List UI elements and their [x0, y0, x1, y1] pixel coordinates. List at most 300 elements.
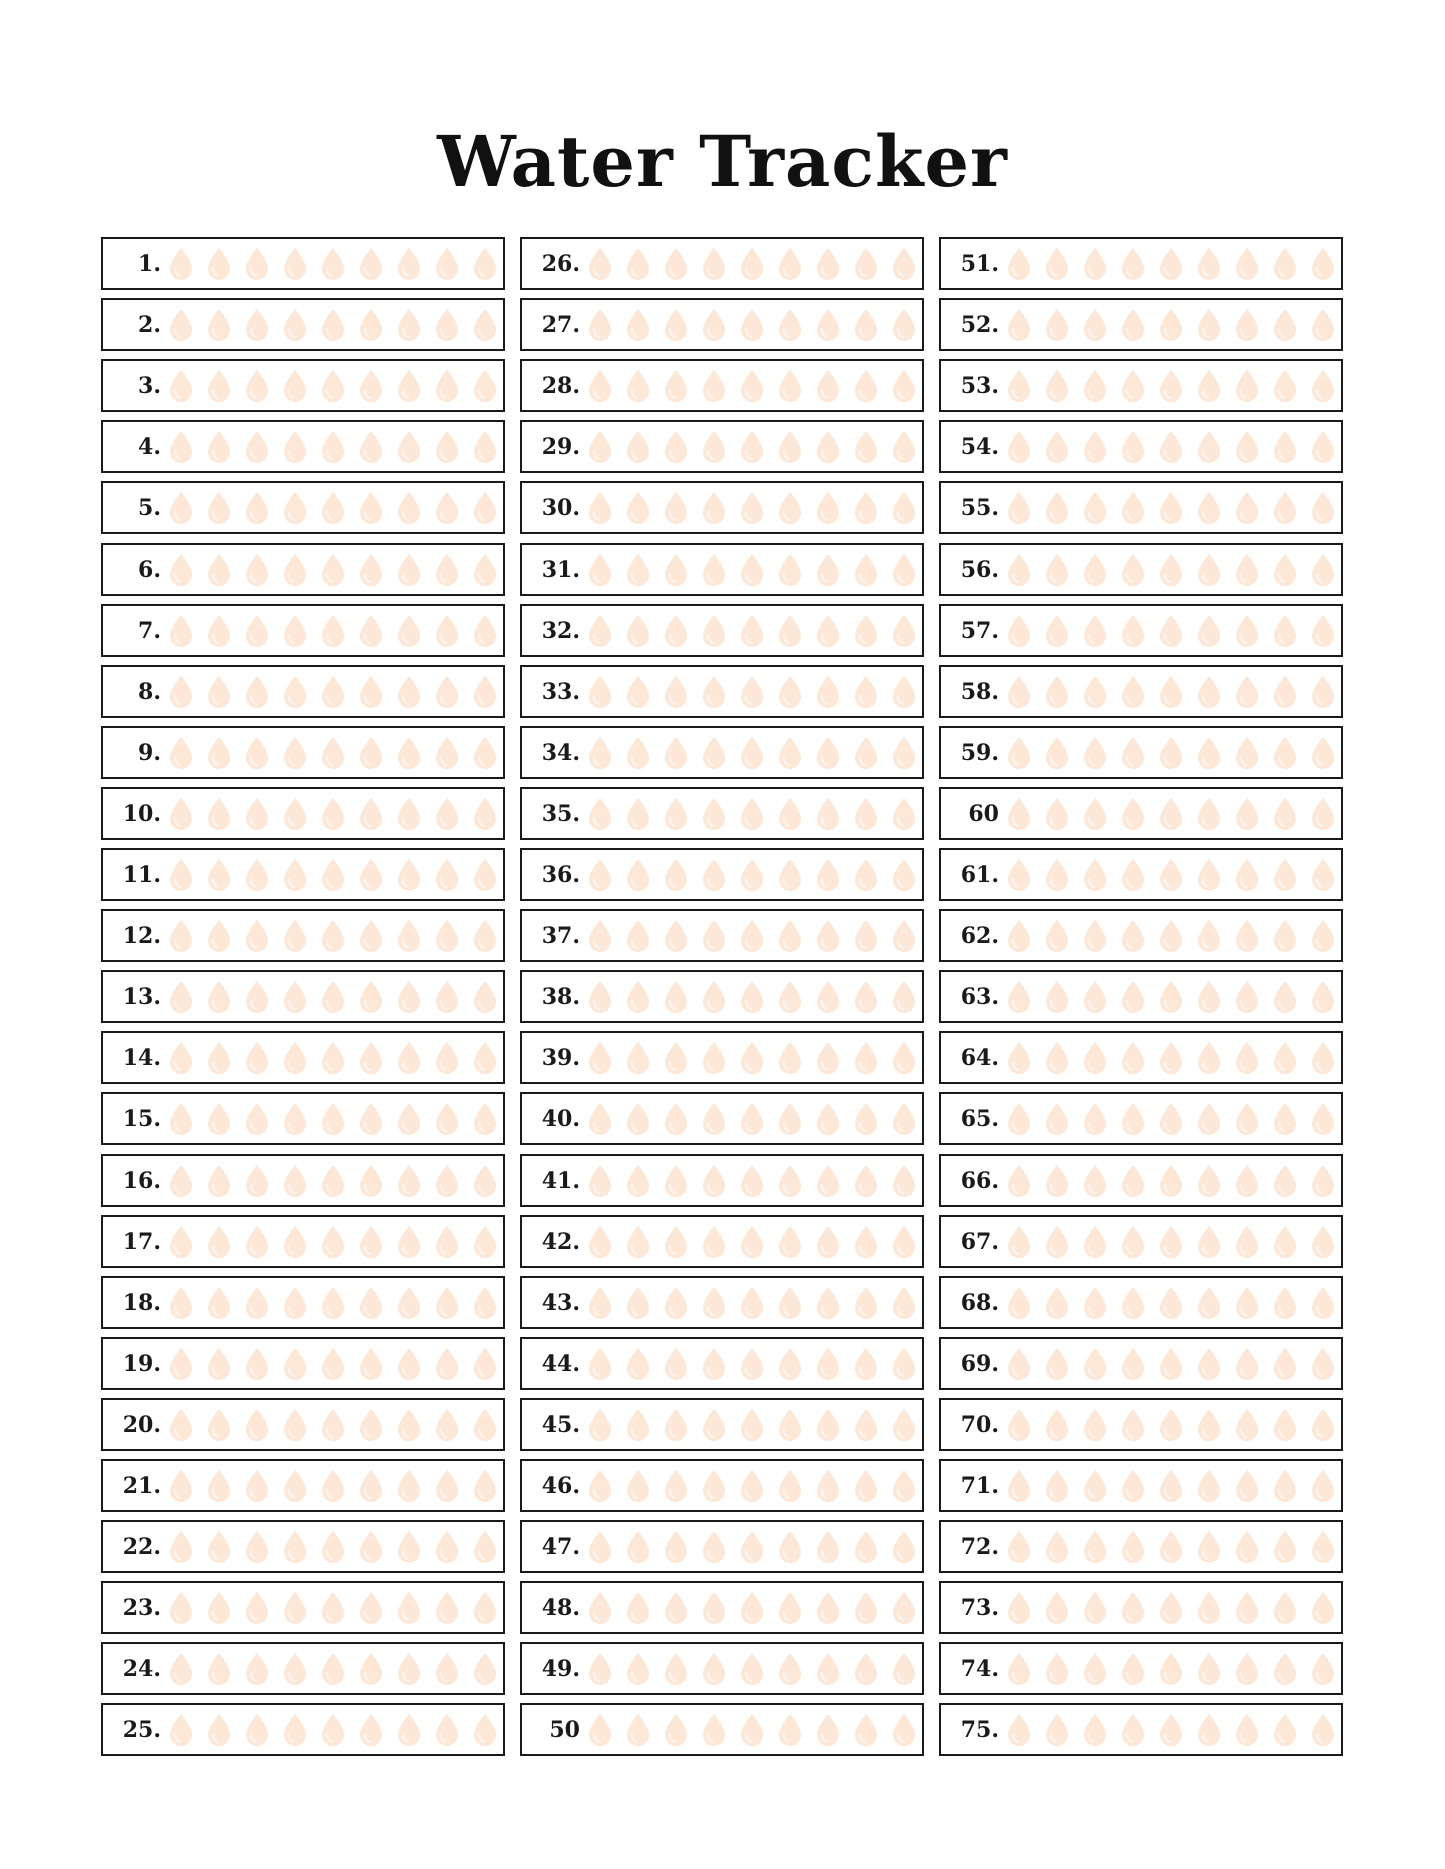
water-drop-icon[interactable]	[281, 1652, 309, 1686]
water-drop-icon[interactable]	[471, 1713, 499, 1747]
water-drop-icon[interactable]	[319, 980, 347, 1014]
water-drop-icon[interactable]	[852, 736, 880, 770]
water-drop-icon[interactable]	[1005, 1713, 1033, 1747]
water-drop-icon[interactable]	[319, 247, 347, 281]
water-drop-icon[interactable]	[890, 614, 918, 648]
water-drop-icon[interactable]	[624, 308, 652, 342]
water-drop-icon[interactable]	[662, 1041, 690, 1075]
water-drop-icon[interactable]	[471, 919, 499, 953]
water-drop-icon[interactable]	[586, 858, 614, 892]
water-drop-icon[interactable]	[319, 1408, 347, 1442]
water-drop-icon[interactable]	[1233, 858, 1261, 892]
water-drop-icon[interactable]	[890, 369, 918, 403]
water-drop-icon[interactable]	[1309, 1408, 1337, 1442]
water-drop-icon[interactable]	[1005, 1530, 1033, 1564]
water-drop-icon[interactable]	[852, 1102, 880, 1136]
water-drop-icon[interactable]	[281, 614, 309, 648]
water-drop-icon[interactable]	[167, 1530, 195, 1564]
water-drop-icon[interactable]	[471, 736, 499, 770]
water-drop-icon[interactable]	[433, 1408, 461, 1442]
water-drop-icon[interactable]	[1081, 1102, 1109, 1136]
water-drop-icon[interactable]	[471, 1591, 499, 1625]
water-drop-icon[interactable]	[1271, 491, 1299, 525]
water-drop-icon[interactable]	[433, 858, 461, 892]
water-drop-icon[interactable]	[243, 1347, 271, 1381]
water-drop-icon[interactable]	[852, 369, 880, 403]
water-drop-icon[interactable]	[586, 1469, 614, 1503]
water-drop-icon[interactable]	[167, 1469, 195, 1503]
water-drop-icon[interactable]	[852, 1347, 880, 1381]
water-drop-icon[interactable]	[319, 553, 347, 587]
water-drop-icon[interactable]	[738, 369, 766, 403]
water-drop-icon[interactable]	[357, 1591, 385, 1625]
water-drop-icon[interactable]	[776, 1469, 804, 1503]
water-drop-icon[interactable]	[471, 369, 499, 403]
water-drop-icon[interactable]	[624, 1530, 652, 1564]
water-drop-icon[interactable]	[319, 1164, 347, 1198]
water-drop-icon[interactable]	[167, 1164, 195, 1198]
water-drop-icon[interactable]	[1233, 1408, 1261, 1442]
water-drop-icon[interactable]	[662, 1164, 690, 1198]
water-drop-icon[interactable]	[357, 491, 385, 525]
water-drop-icon[interactable]	[624, 1164, 652, 1198]
water-drop-icon[interactable]	[357, 247, 385, 281]
water-drop-icon[interactable]	[776, 491, 804, 525]
water-drop-icon[interactable]	[1119, 980, 1147, 1014]
water-drop-icon[interactable]	[1271, 1469, 1299, 1503]
water-drop-icon[interactable]	[890, 1408, 918, 1442]
water-drop-icon[interactable]	[1195, 858, 1223, 892]
water-drop-icon[interactable]	[395, 1469, 423, 1503]
water-drop-icon[interactable]	[1043, 308, 1071, 342]
water-drop-icon[interactable]	[395, 1164, 423, 1198]
water-drop-icon[interactable]	[1271, 980, 1299, 1014]
water-drop-icon[interactable]	[243, 430, 271, 464]
water-drop-icon[interactable]	[357, 369, 385, 403]
water-drop-icon[interactable]	[1271, 308, 1299, 342]
water-drop-icon[interactable]	[357, 1041, 385, 1075]
water-drop-icon[interactable]	[395, 430, 423, 464]
water-drop-icon[interactable]	[1119, 430, 1147, 464]
water-drop-icon[interactable]	[738, 1530, 766, 1564]
water-drop-icon[interactable]	[776, 1041, 804, 1075]
water-drop-icon[interactable]	[433, 1041, 461, 1075]
water-drop-icon[interactable]	[395, 1102, 423, 1136]
water-drop-icon[interactable]	[471, 1041, 499, 1075]
water-drop-icon[interactable]	[243, 1164, 271, 1198]
water-drop-icon[interactable]	[1005, 919, 1033, 953]
water-drop-icon[interactable]	[395, 1347, 423, 1381]
water-drop-icon[interactable]	[1119, 1041, 1147, 1075]
water-drop-icon[interactable]	[1081, 1225, 1109, 1259]
water-drop-icon[interactable]	[1119, 1347, 1147, 1381]
water-drop-icon[interactable]	[1119, 675, 1147, 709]
water-drop-icon[interactable]	[700, 1652, 728, 1686]
water-drop-icon[interactable]	[357, 1164, 385, 1198]
water-drop-icon[interactable]	[1157, 1591, 1185, 1625]
water-drop-icon[interactable]	[662, 675, 690, 709]
water-drop-icon[interactable]	[738, 1713, 766, 1747]
water-drop-icon[interactable]	[1271, 1286, 1299, 1320]
water-drop-icon[interactable]	[1271, 1347, 1299, 1381]
water-drop-icon[interactable]	[1309, 797, 1337, 831]
water-drop-icon[interactable]	[1195, 553, 1223, 587]
water-drop-icon[interactable]	[357, 430, 385, 464]
water-drop-icon[interactable]	[776, 919, 804, 953]
water-drop-icon[interactable]	[1119, 736, 1147, 770]
water-drop-icon[interactable]	[205, 430, 233, 464]
water-drop-icon[interactable]	[776, 430, 804, 464]
water-drop-icon[interactable]	[1195, 1652, 1223, 1686]
water-drop-icon[interactable]	[433, 797, 461, 831]
water-drop-icon[interactable]	[852, 1530, 880, 1564]
water-drop-icon[interactable]	[700, 675, 728, 709]
water-drop-icon[interactable]	[814, 797, 842, 831]
water-drop-icon[interactable]	[243, 1530, 271, 1564]
water-drop-icon[interactable]	[1271, 369, 1299, 403]
water-drop-icon[interactable]	[471, 1469, 499, 1503]
water-drop-icon[interactable]	[357, 736, 385, 770]
water-drop-icon[interactable]	[814, 1713, 842, 1747]
water-drop-icon[interactable]	[167, 553, 195, 587]
water-drop-icon[interactable]	[814, 1469, 842, 1503]
water-drop-icon[interactable]	[890, 308, 918, 342]
water-drop-icon[interactable]	[433, 919, 461, 953]
water-drop-icon[interactable]	[319, 858, 347, 892]
water-drop-icon[interactable]	[1119, 797, 1147, 831]
water-drop-icon[interactable]	[814, 430, 842, 464]
water-drop-icon[interactable]	[243, 1713, 271, 1747]
water-drop-icon[interactable]	[1309, 675, 1337, 709]
water-drop-icon[interactable]	[814, 1347, 842, 1381]
water-drop-icon[interactable]	[395, 247, 423, 281]
water-drop-icon[interactable]	[433, 247, 461, 281]
water-drop-icon[interactable]	[395, 1530, 423, 1564]
water-drop-icon[interactable]	[1195, 1041, 1223, 1075]
water-drop-icon[interactable]	[1157, 614, 1185, 648]
water-drop-icon[interactable]	[1005, 614, 1033, 648]
water-drop-icon[interactable]	[738, 980, 766, 1014]
water-drop-icon[interactable]	[433, 430, 461, 464]
water-drop-icon[interactable]	[1119, 1530, 1147, 1564]
water-drop-icon[interactable]	[243, 553, 271, 587]
water-drop-icon[interactable]	[205, 1041, 233, 1075]
water-drop-icon[interactable]	[205, 736, 233, 770]
water-drop-icon[interactable]	[738, 1652, 766, 1686]
water-drop-icon[interactable]	[1309, 614, 1337, 648]
water-drop-icon[interactable]	[662, 919, 690, 953]
water-drop-icon[interactable]	[205, 1408, 233, 1442]
water-drop-icon[interactable]	[357, 1652, 385, 1686]
water-drop-icon[interactable]	[852, 1408, 880, 1442]
water-drop-icon[interactable]	[357, 1225, 385, 1259]
water-drop-icon[interactable]	[395, 491, 423, 525]
water-drop-icon[interactable]	[1233, 675, 1261, 709]
water-drop-icon[interactable]	[319, 1347, 347, 1381]
water-drop-icon[interactable]	[1309, 1225, 1337, 1259]
water-drop-icon[interactable]	[319, 1530, 347, 1564]
water-drop-icon[interactable]	[243, 980, 271, 1014]
water-drop-icon[interactable]	[738, 430, 766, 464]
water-drop-icon[interactable]	[1233, 1652, 1261, 1686]
water-drop-icon[interactable]	[586, 1530, 614, 1564]
water-drop-icon[interactable]	[433, 369, 461, 403]
water-drop-icon[interactable]	[1005, 1469, 1033, 1503]
water-drop-icon[interactable]	[433, 308, 461, 342]
water-drop-icon[interactable]	[662, 1347, 690, 1381]
water-drop-icon[interactable]	[281, 1225, 309, 1259]
water-drop-icon[interactable]	[700, 1225, 728, 1259]
water-drop-icon[interactable]	[890, 1469, 918, 1503]
water-drop-icon[interactable]	[662, 1225, 690, 1259]
water-drop-icon[interactable]	[319, 675, 347, 709]
water-drop-icon[interactable]	[1119, 919, 1147, 953]
water-drop-icon[interactable]	[1271, 247, 1299, 281]
water-drop-icon[interactable]	[890, 980, 918, 1014]
water-drop-icon[interactable]	[586, 736, 614, 770]
water-drop-icon[interactable]	[776, 980, 804, 1014]
water-drop-icon[interactable]	[1271, 919, 1299, 953]
water-drop-icon[interactable]	[700, 1102, 728, 1136]
water-drop-icon[interactable]	[281, 1164, 309, 1198]
water-drop-icon[interactable]	[205, 308, 233, 342]
water-drop-icon[interactable]	[1119, 614, 1147, 648]
water-drop-icon[interactable]	[1005, 1408, 1033, 1442]
water-drop-icon[interactable]	[1119, 1713, 1147, 1747]
water-drop-icon[interactable]	[471, 797, 499, 831]
water-drop-icon[interactable]	[890, 1225, 918, 1259]
water-drop-icon[interactable]	[1043, 1652, 1071, 1686]
water-drop-icon[interactable]	[662, 553, 690, 587]
water-drop-icon[interactable]	[281, 430, 309, 464]
water-drop-icon[interactable]	[776, 1408, 804, 1442]
water-drop-icon[interactable]	[890, 247, 918, 281]
water-drop-icon[interactable]	[319, 797, 347, 831]
water-drop-icon[interactable]	[1119, 1591, 1147, 1625]
water-drop-icon[interactable]	[586, 1286, 614, 1320]
water-drop-icon[interactable]	[1309, 1530, 1337, 1564]
water-drop-icon[interactable]	[1271, 1408, 1299, 1442]
water-drop-icon[interactable]	[357, 308, 385, 342]
water-drop-icon[interactable]	[1309, 553, 1337, 587]
water-drop-icon[interactable]	[852, 1225, 880, 1259]
water-drop-icon[interactable]	[1309, 1713, 1337, 1747]
water-drop-icon[interactable]	[205, 614, 233, 648]
water-drop-icon[interactable]	[1081, 797, 1109, 831]
water-drop-icon[interactable]	[1005, 491, 1033, 525]
water-drop-icon[interactable]	[1157, 553, 1185, 587]
water-drop-icon[interactable]	[1043, 1225, 1071, 1259]
water-drop-icon[interactable]	[319, 1225, 347, 1259]
water-drop-icon[interactable]	[624, 1713, 652, 1747]
water-drop-icon[interactable]	[890, 1591, 918, 1625]
water-drop-icon[interactable]	[1309, 1652, 1337, 1686]
water-drop-icon[interactable]	[1157, 675, 1185, 709]
water-drop-icon[interactable]	[243, 1225, 271, 1259]
water-drop-icon[interactable]	[586, 1591, 614, 1625]
water-drop-icon[interactable]	[814, 1286, 842, 1320]
water-drop-icon[interactable]	[738, 1347, 766, 1381]
water-drop-icon[interactable]	[1195, 1347, 1223, 1381]
water-drop-icon[interactable]	[471, 308, 499, 342]
water-drop-icon[interactable]	[1043, 491, 1071, 525]
water-drop-icon[interactable]	[1005, 858, 1033, 892]
water-drop-icon[interactable]	[357, 553, 385, 587]
water-drop-icon[interactable]	[471, 1530, 499, 1564]
water-drop-icon[interactable]	[167, 614, 195, 648]
water-drop-icon[interactable]	[586, 1408, 614, 1442]
water-drop-icon[interactable]	[738, 1469, 766, 1503]
water-drop-icon[interactable]	[1081, 1530, 1109, 1564]
water-drop-icon[interactable]	[890, 675, 918, 709]
water-drop-icon[interactable]	[243, 858, 271, 892]
water-drop-icon[interactable]	[1005, 675, 1033, 709]
water-drop-icon[interactable]	[852, 1164, 880, 1198]
water-drop-icon[interactable]	[1157, 1286, 1185, 1320]
water-drop-icon[interactable]	[281, 1591, 309, 1625]
water-drop-icon[interactable]	[1157, 1652, 1185, 1686]
water-drop-icon[interactable]	[1157, 1041, 1185, 1075]
water-drop-icon[interactable]	[890, 919, 918, 953]
water-drop-icon[interactable]	[1043, 980, 1071, 1014]
water-drop-icon[interactable]	[471, 1408, 499, 1442]
water-drop-icon[interactable]	[624, 797, 652, 831]
water-drop-icon[interactable]	[586, 614, 614, 648]
water-drop-icon[interactable]	[662, 369, 690, 403]
water-drop-icon[interactable]	[1309, 1041, 1337, 1075]
water-drop-icon[interactable]	[395, 369, 423, 403]
water-drop-icon[interactable]	[890, 1286, 918, 1320]
water-drop-icon[interactable]	[586, 247, 614, 281]
water-drop-icon[interactable]	[357, 980, 385, 1014]
water-drop-icon[interactable]	[243, 1591, 271, 1625]
water-drop-icon[interactable]	[167, 1713, 195, 1747]
water-drop-icon[interactable]	[700, 1286, 728, 1320]
water-drop-icon[interactable]	[319, 308, 347, 342]
water-drop-icon[interactable]	[1157, 308, 1185, 342]
water-drop-icon[interactable]	[205, 980, 233, 1014]
water-drop-icon[interactable]	[852, 858, 880, 892]
water-drop-icon[interactable]	[319, 1652, 347, 1686]
water-drop-icon[interactable]	[319, 1041, 347, 1075]
water-drop-icon[interactable]	[1195, 430, 1223, 464]
water-drop-icon[interactable]	[700, 919, 728, 953]
water-drop-icon[interactable]	[1271, 1164, 1299, 1198]
water-drop-icon[interactable]	[167, 1591, 195, 1625]
water-drop-icon[interactable]	[1233, 797, 1261, 831]
water-drop-icon[interactable]	[281, 1286, 309, 1320]
water-drop-icon[interactable]	[814, 308, 842, 342]
water-drop-icon[interactable]	[1043, 1530, 1071, 1564]
water-drop-icon[interactable]	[1005, 553, 1033, 587]
water-drop-icon[interactable]	[1043, 369, 1071, 403]
water-drop-icon[interactable]	[205, 1530, 233, 1564]
water-drop-icon[interactable]	[205, 369, 233, 403]
water-drop-icon[interactable]	[167, 675, 195, 709]
water-drop-icon[interactable]	[586, 1225, 614, 1259]
water-drop-icon[interactable]	[243, 736, 271, 770]
water-drop-icon[interactable]	[624, 1408, 652, 1442]
water-drop-icon[interactable]	[167, 1347, 195, 1381]
water-drop-icon[interactable]	[624, 858, 652, 892]
water-drop-icon[interactable]	[586, 1347, 614, 1381]
water-drop-icon[interactable]	[624, 247, 652, 281]
water-drop-icon[interactable]	[1081, 858, 1109, 892]
water-drop-icon[interactable]	[1157, 430, 1185, 464]
water-drop-icon[interactable]	[662, 736, 690, 770]
water-drop-icon[interactable]	[1195, 1408, 1223, 1442]
water-drop-icon[interactable]	[1043, 1286, 1071, 1320]
water-drop-icon[interactable]	[624, 614, 652, 648]
water-drop-icon[interactable]	[1157, 858, 1185, 892]
water-drop-icon[interactable]	[1195, 736, 1223, 770]
water-drop-icon[interactable]	[1309, 247, 1337, 281]
water-drop-icon[interactable]	[243, 614, 271, 648]
water-drop-icon[interactable]	[395, 858, 423, 892]
water-drop-icon[interactable]	[167, 797, 195, 831]
water-drop-icon[interactable]	[1043, 614, 1071, 648]
water-drop-icon[interactable]	[1157, 797, 1185, 831]
water-drop-icon[interactable]	[243, 1102, 271, 1136]
water-drop-icon[interactable]	[205, 797, 233, 831]
water-drop-icon[interactable]	[395, 736, 423, 770]
water-drop-icon[interactable]	[814, 369, 842, 403]
water-drop-icon[interactable]	[1157, 980, 1185, 1014]
water-drop-icon[interactable]	[1309, 858, 1337, 892]
water-drop-icon[interactable]	[624, 369, 652, 403]
water-drop-icon[interactable]	[776, 1530, 804, 1564]
water-drop-icon[interactable]	[852, 1469, 880, 1503]
water-drop-icon[interactable]	[1081, 919, 1109, 953]
water-drop-icon[interactable]	[814, 919, 842, 953]
water-drop-icon[interactable]	[1119, 369, 1147, 403]
water-drop-icon[interactable]	[433, 1286, 461, 1320]
water-drop-icon[interactable]	[205, 1591, 233, 1625]
water-drop-icon[interactable]	[1005, 1164, 1033, 1198]
water-drop-icon[interactable]	[662, 491, 690, 525]
water-drop-icon[interactable]	[890, 1347, 918, 1381]
water-drop-icon[interactable]	[357, 1713, 385, 1747]
water-drop-icon[interactable]	[700, 1591, 728, 1625]
water-drop-icon[interactable]	[586, 1713, 614, 1747]
water-drop-icon[interactable]	[357, 1469, 385, 1503]
water-drop-icon[interactable]	[1081, 1591, 1109, 1625]
water-drop-icon[interactable]	[1043, 675, 1071, 709]
water-drop-icon[interactable]	[1043, 1102, 1071, 1136]
water-drop-icon[interactable]	[205, 919, 233, 953]
water-drop-icon[interactable]	[205, 553, 233, 587]
water-drop-icon[interactable]	[890, 1164, 918, 1198]
water-drop-icon[interactable]	[776, 247, 804, 281]
water-drop-icon[interactable]	[205, 491, 233, 525]
water-drop-icon[interactable]	[243, 919, 271, 953]
water-drop-icon[interactable]	[471, 430, 499, 464]
water-drop-icon[interactable]	[1081, 553, 1109, 587]
water-drop-icon[interactable]	[1043, 247, 1071, 281]
water-drop-icon[interactable]	[281, 1469, 309, 1503]
water-drop-icon[interactable]	[395, 1041, 423, 1075]
water-drop-icon[interactable]	[319, 1713, 347, 1747]
water-drop-icon[interactable]	[1309, 980, 1337, 1014]
water-drop-icon[interactable]	[700, 614, 728, 648]
water-drop-icon[interactable]	[738, 308, 766, 342]
water-drop-icon[interactable]	[433, 1164, 461, 1198]
water-drop-icon[interactable]	[433, 1347, 461, 1381]
water-drop-icon[interactable]	[852, 553, 880, 587]
water-drop-icon[interactable]	[852, 1591, 880, 1625]
water-drop-icon[interactable]	[243, 247, 271, 281]
water-drop-icon[interactable]	[1195, 614, 1223, 648]
